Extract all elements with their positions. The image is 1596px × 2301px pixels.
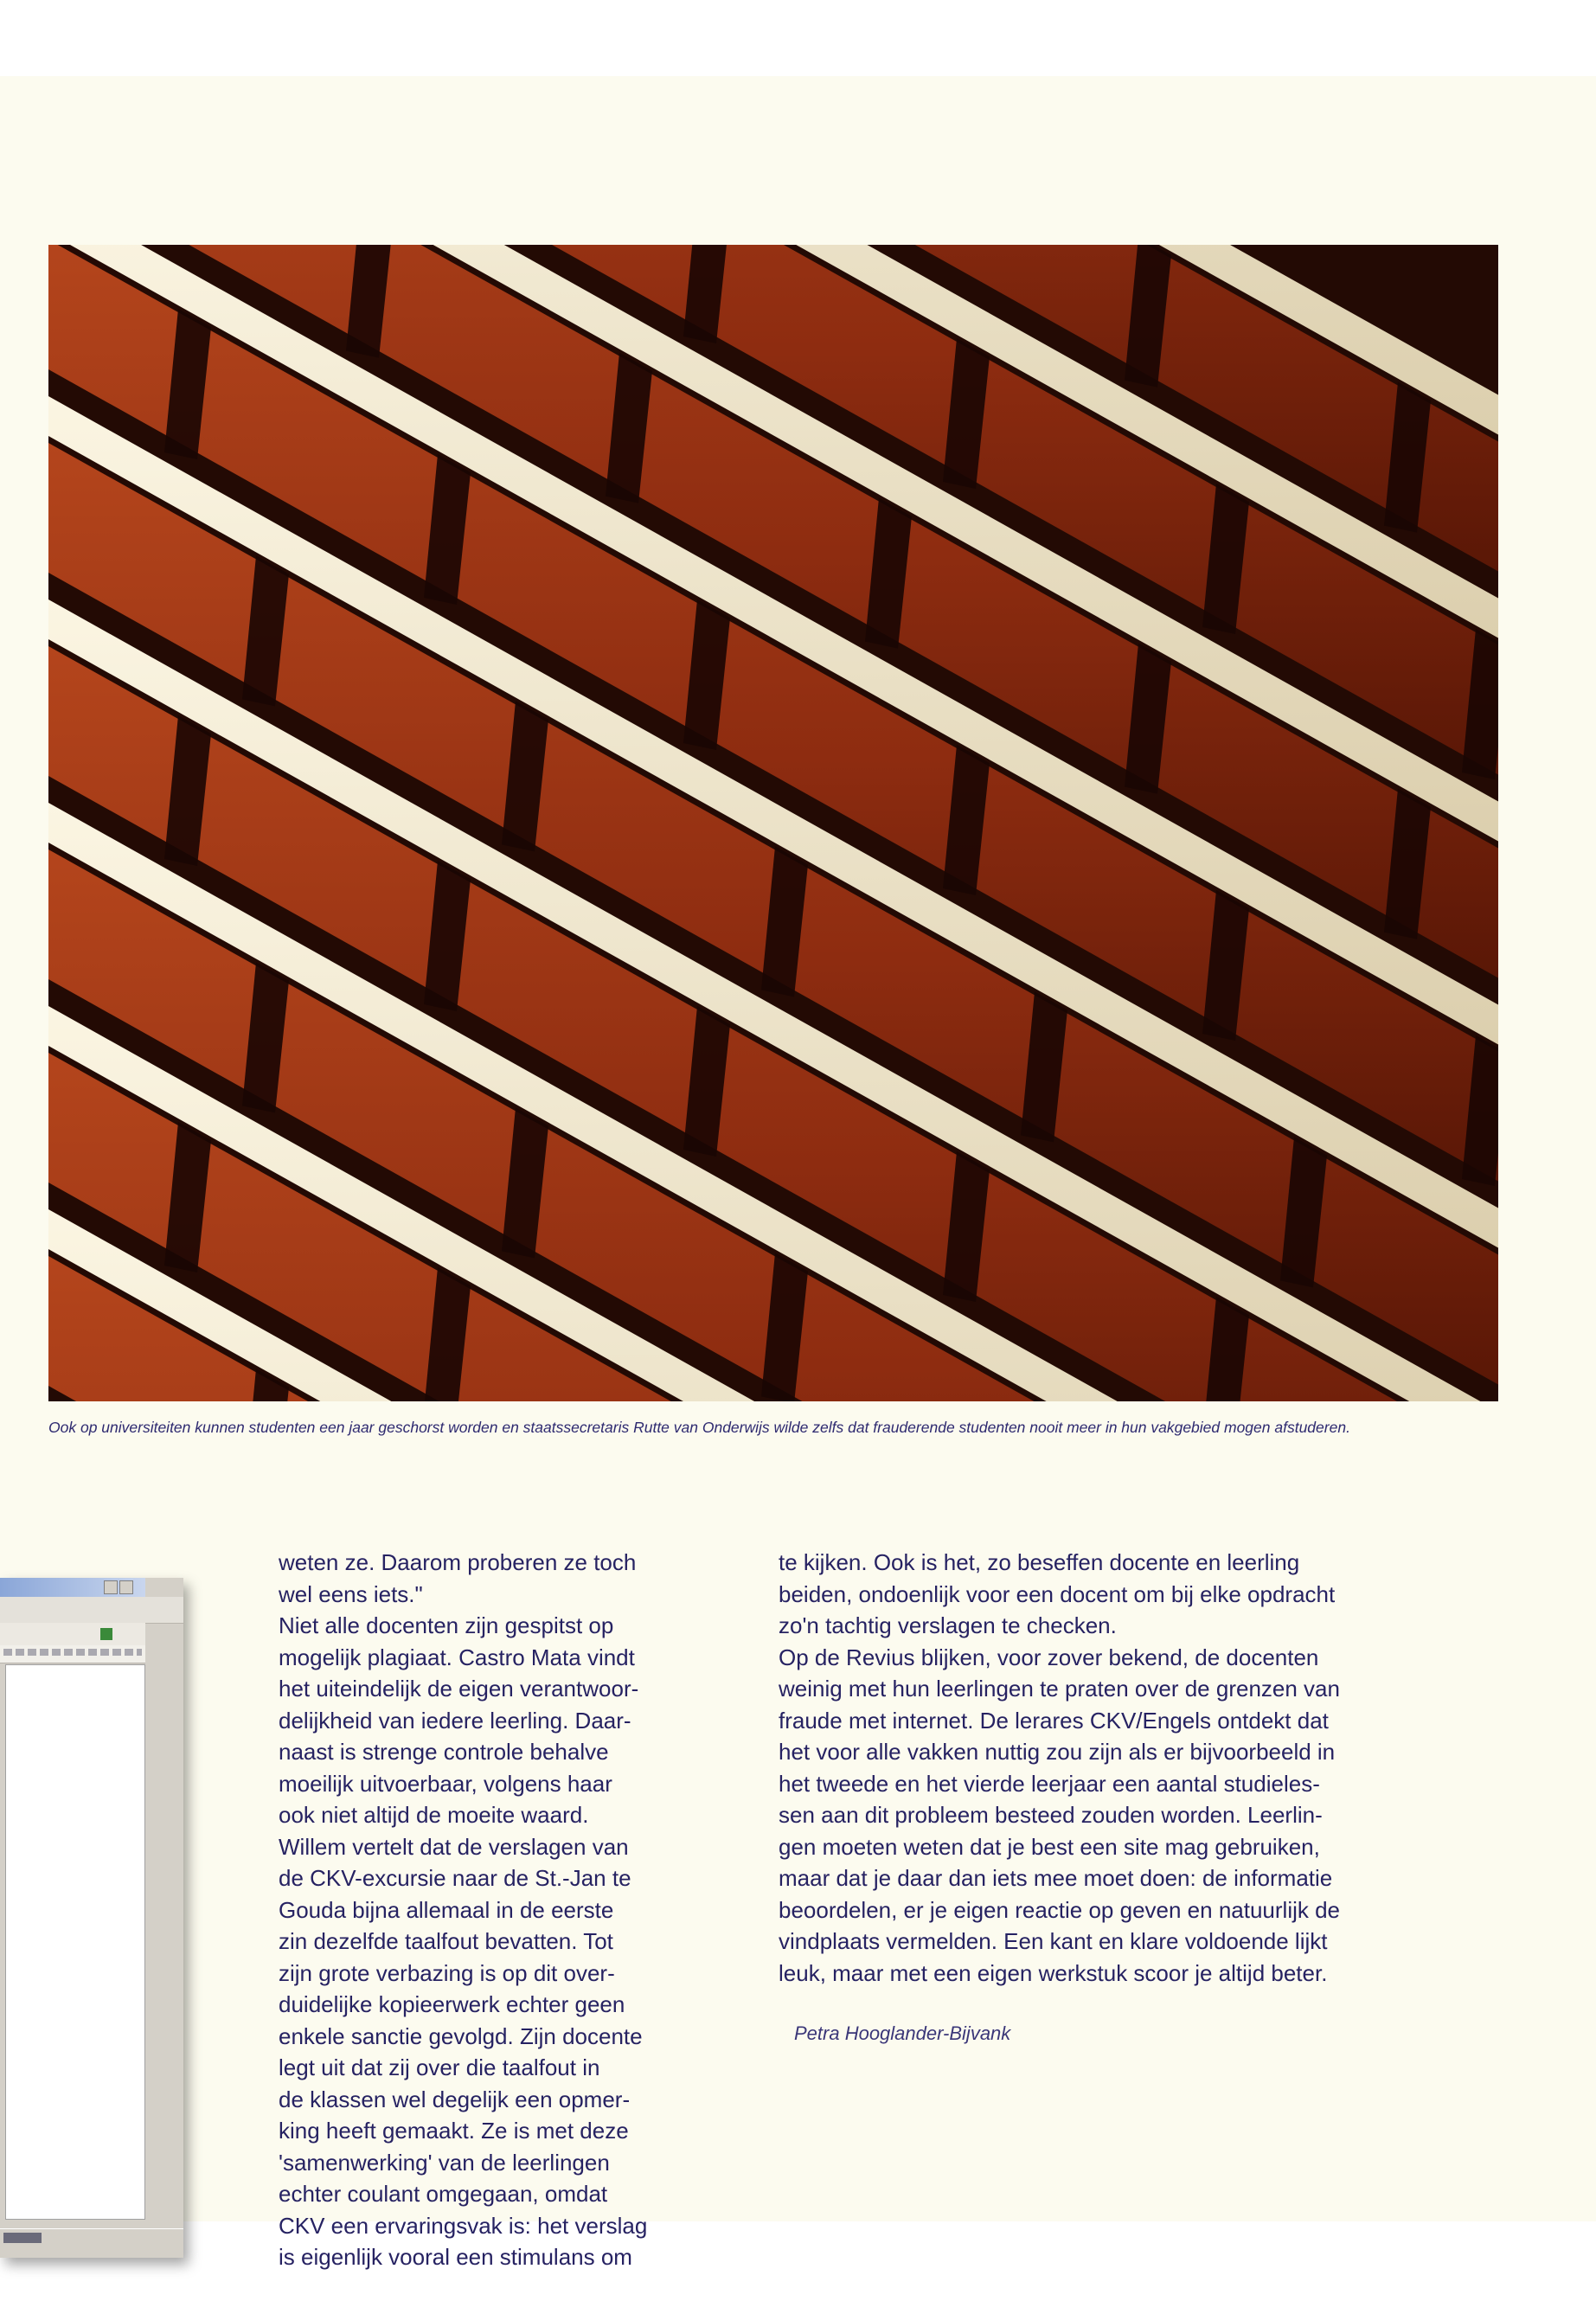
status-icon bbox=[3, 2233, 42, 2243]
address-bar bbox=[0, 1623, 145, 1646]
browser-toolbar bbox=[0, 1597, 183, 1624]
browser-screenshot-fragment bbox=[0, 1578, 183, 2258]
browser-content-area bbox=[5, 1664, 145, 2220]
article-column-right: te kijken. Ook is het, zo beseffen docente en leerling beiden, ondoenlijk voor een docent om bij elke opdracht zo'n tachtig verslagen te checken. Op de Revius blijken, voor zover bekend, de docenten weinig met hun leerlingen te praten over de grenzen van fraude met internet. De lerares CKV/Engels ontdekt dat het voor alle vakken nuttig zou zijn als er bijvoorbeeld in het tweede en het vierde leerjaar een aantal studieles- sen aan dit probleem besteed zouden worden. Leerlin- gen moeten weten dat je best een site mag gebruiken, maar dat je daar dan iets mee moet doen: de informatie beoordelen, er je eigen reactie op geven en natuurlijk de vindplaats vermelden. Een kant en klare voldoende lijkt leuk, maar met een eigen werkstuk scoor je altijd beter. bbox=[779, 1549, 1341, 1986]
maximize-icon bbox=[119, 1580, 133, 1594]
lecture-hall-photo bbox=[48, 245, 1498, 1401]
minimize-icon bbox=[104, 1580, 118, 1594]
go-icon bbox=[100, 1628, 112, 1640]
lecture-hall-seats-illustration bbox=[48, 245, 1498, 1401]
article-author: Petra Hooglander-Bijvank bbox=[794, 2022, 1011, 2044]
magazine-page bbox=[0, 76, 1596, 2270]
links-bar-text bbox=[3, 1649, 142, 1656]
article-column-left: weten ze. Daarom proberen ze toch wel eens iets." Niet alle docenten zijn gespitst op mogelijk plagiaat. Castro Mata vindt het uiteindelijk de eigen verantwoor- delijkheid van iedere leerling. Daar- naast is strenge controle behalve moeilijk uitvoerbaar, volgens haar ook niet altijd de moeite waard. Willem vertelt dat de verslagen van de CKV-excursie naar de St.-Jan te Gouda bijna allemaal in de eerste zin dezelfde taalfout bevatten. Tot zijn grote verbazing is op dit over- duidelijke kopieerwerk echter geen enkele sanctie gevolgd. Zijn docente legt uit dat zij over die taalfout in de klassen wel degelijk een opmer- king heeft gemaakt. Ze is met deze 'samenwerking' van de leerlingen echter coulant omgegaan, omdat CKV een ervaringsvak is: het verslag is eigenlijk vooral een stimulans om bbox=[279, 1549, 648, 2270]
photo-caption: Ook op universiteiten kunnen studenten een jaar geschorst worden en staatssecretaris Rutte van Onderwijs wilde zelfs dat frauderende studenten nooit meer in hun vakgebied mogen afstuderen. bbox=[48, 1419, 1350, 1436]
